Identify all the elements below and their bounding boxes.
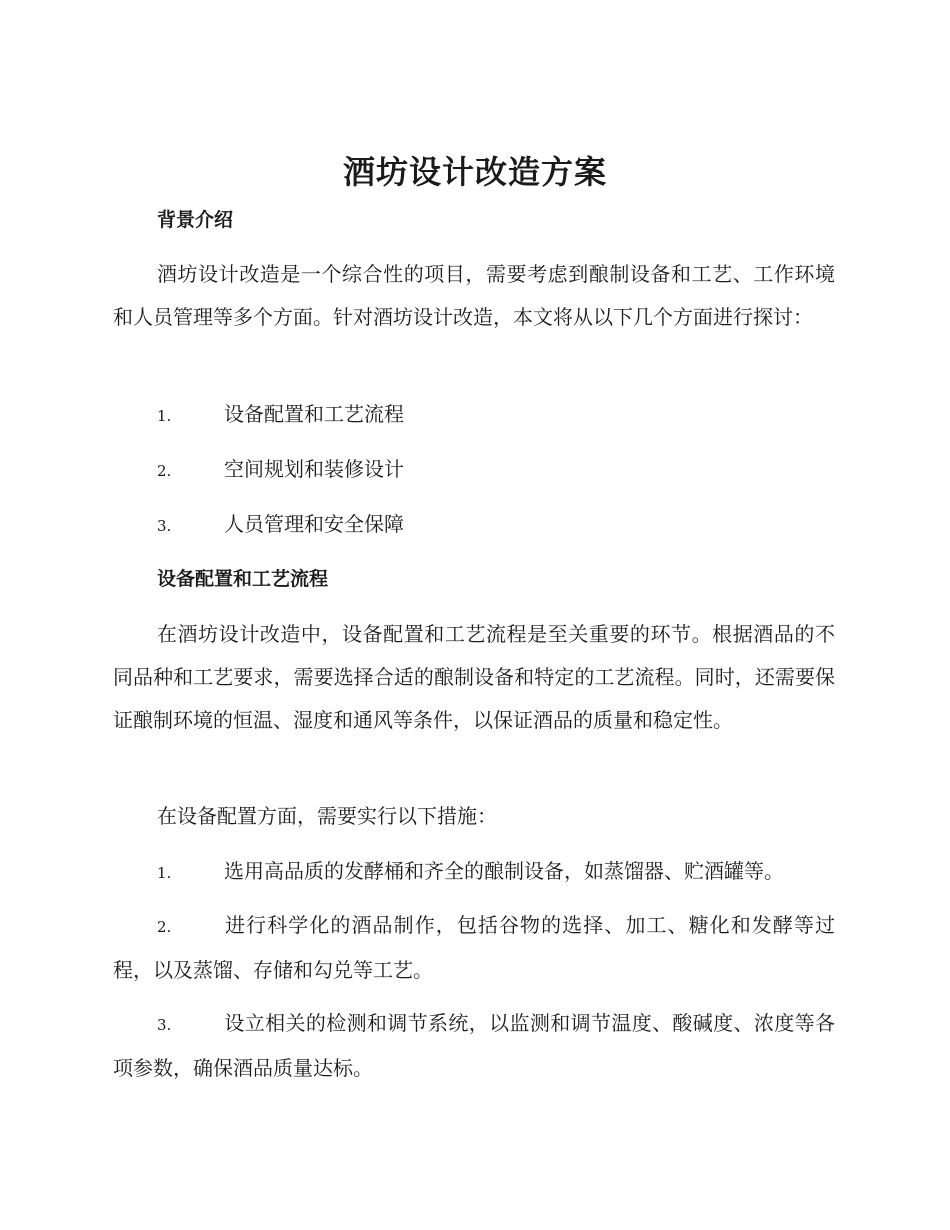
- list-item-text: 进行科学化的酒品制作，包括谷物的选择、加工、糖化和发酵等过程，以及蒸馏、存储和勾兑等工艺。: [113, 913, 835, 982]
- list-item: [113, 503, 835, 548]
- equipment-paragraph: 在酒坊设计改造中，设备配置和工艺流程是至关重要的环节。根据酒品的不同品种和工艺要求，需要选择合适的酿制设备和特定的工艺流程。同时，还需要保证酿制环境的恒温、湿度和通风等条件，以保证酒品的质量和稳定性。: [113, 622, 835, 732]
- list-item-text: 设立相关的检测和调节系统，以监测和调节温度、酸碱度、浓度等各项参数，确保酒品质量达标。: [113, 1011, 835, 1080]
- list-number: 2.: [157, 462, 172, 480]
- document-title: 酒坊设计改造方案: [342, 153, 607, 191]
- list-item: [113, 448, 835, 493]
- list-item-text: 设备配置和工艺流程: [224, 402, 404, 426]
- list-number: 2.: [157, 918, 172, 936]
- section-heading-equipment: 设备配置和工艺流程: [157, 568, 329, 590]
- background-paragraph: 酒坊设计改造是一个综合性的项目，需要考虑到酿制设备和工艺、工作环境和人员管理等多个方面。针对酒坊设计改造，本文将从以下几个方面进行探讨：: [113, 262, 835, 329]
- list-item-text: 选用高品质的发酵桶和齐全的酿制设备，如蒸馏器、贮酒罐等。: [224, 859, 784, 883]
- list-number: 1.: [157, 864, 172, 882]
- list-item: [113, 1002, 835, 1090]
- section-heading-background: 背景介绍: [157, 209, 234, 231]
- list-item: [113, 850, 835, 895]
- list-number: 3.: [157, 1016, 172, 1034]
- list-number: 3.: [157, 517, 172, 535]
- list-item: [113, 393, 835, 438]
- list-item-text: 空间规划和装修设计: [224, 457, 404, 481]
- equipment-measures-intro: 在设备配置方面，需要实行以下措施：: [157, 804, 497, 828]
- list-number: 1.: [157, 407, 172, 425]
- list-item: [113, 904, 835, 992]
- list-item-text: 人员管理和安全保障: [224, 512, 404, 536]
